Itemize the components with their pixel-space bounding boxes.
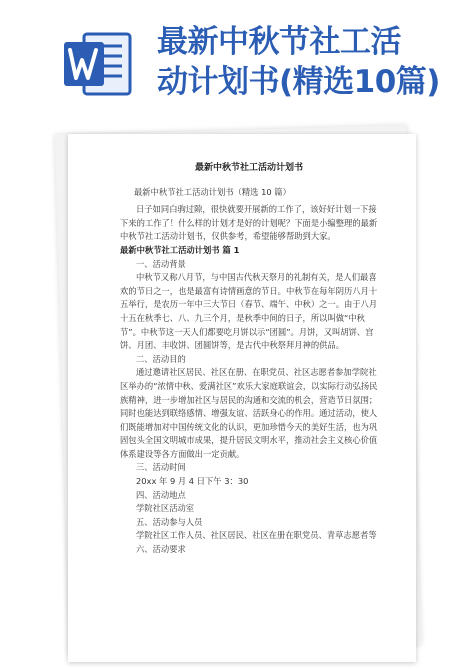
banner-title-line-2: 动计划书(精选10篇): [157, 64, 440, 100]
heading-location: 四、活动地点: [136, 489, 186, 500]
document-subtitle: 最新中秋节社工活动计划书（精选 10 篇）: [134, 186, 291, 197]
intro-paragraph: 日子如同白驹过隙，很快就要开展新的工作了，该好好计划一下接下来的工作了！什么样的计划才是好的计划呢？下面是小编整理的最新中秋节社工活动计划书，仅供参考，希望能够帮助到大家。: [120, 204, 378, 242]
word-document-icon: [62, 28, 134, 100]
activity-participants: 学院社区工作人员、社区居民、社区在册在职党员、青草志愿者等: [136, 530, 377, 541]
paragraph-background: 中秋节又称八月节，与中国古代秋天祭月的礼制有关，是人们最喜欢的节日之一，也是最富有诗情画意的节日。中秋节在每年阴历八月十五举行，是农历一年中三大节日（春节、端午、中秋）之一。由于八月十五在秋季七、八、九三个月，是秋季中间的日子，所以叫做“中秋节”。中秋节这一天人们都要吃月饼以示“团圆”。月饼，又叫胡饼、宫饼、月团、丰收饼、团圆饼等，是古代中秋祭拜月神的供品。: [120, 272, 378, 351]
document-title: 最新中秋节社工活动计划书: [194, 163, 303, 173]
banner-title: [157, 22, 467, 102]
document-page: [68, 134, 416, 662]
activity-time: 20xx 年 9 月 4 日下午 3：30: [136, 476, 249, 487]
paragraph-purpose: 通过邀请社区居民、社区在册、在职党员、社区志愿者参加学院社区举办的“浓情中秋、爱满社区”欢乐大家庭联谊会，以实际行动弘扬民族精神，进一步增加社区与居民的沟通和交流的机会，营造节日氛围；同时也能达到联络感情、增强友谊、活跃身心的作用。通过活动，使人们既能增加对中国传统文化的认识，更加珍惜今天的美好生活，也为巩固包头全国文明城市成果，提升居民文明水平，推动社会主义核心价值体系建设等各方面做出一定贡献。: [120, 367, 378, 459]
heading-time: 三、活动时间: [136, 462, 186, 473]
section-heading: 最新中秋节社工活动计划书 篇 1: [120, 244, 240, 255]
document-body: [120, 162, 378, 557]
banner: [0, 0, 474, 118]
heading-background: 一、活动背景: [136, 258, 186, 269]
heading-purpose: 二、活动目的: [136, 353, 186, 364]
banner-title-line-1: 最新中秋节社工活: [157, 24, 401, 60]
heading-requirements: 六、活动要求: [136, 544, 186, 555]
activity-location: 学院社区活动室: [136, 503, 195, 514]
heading-participants: 五、活动参与人员: [136, 516, 203, 527]
